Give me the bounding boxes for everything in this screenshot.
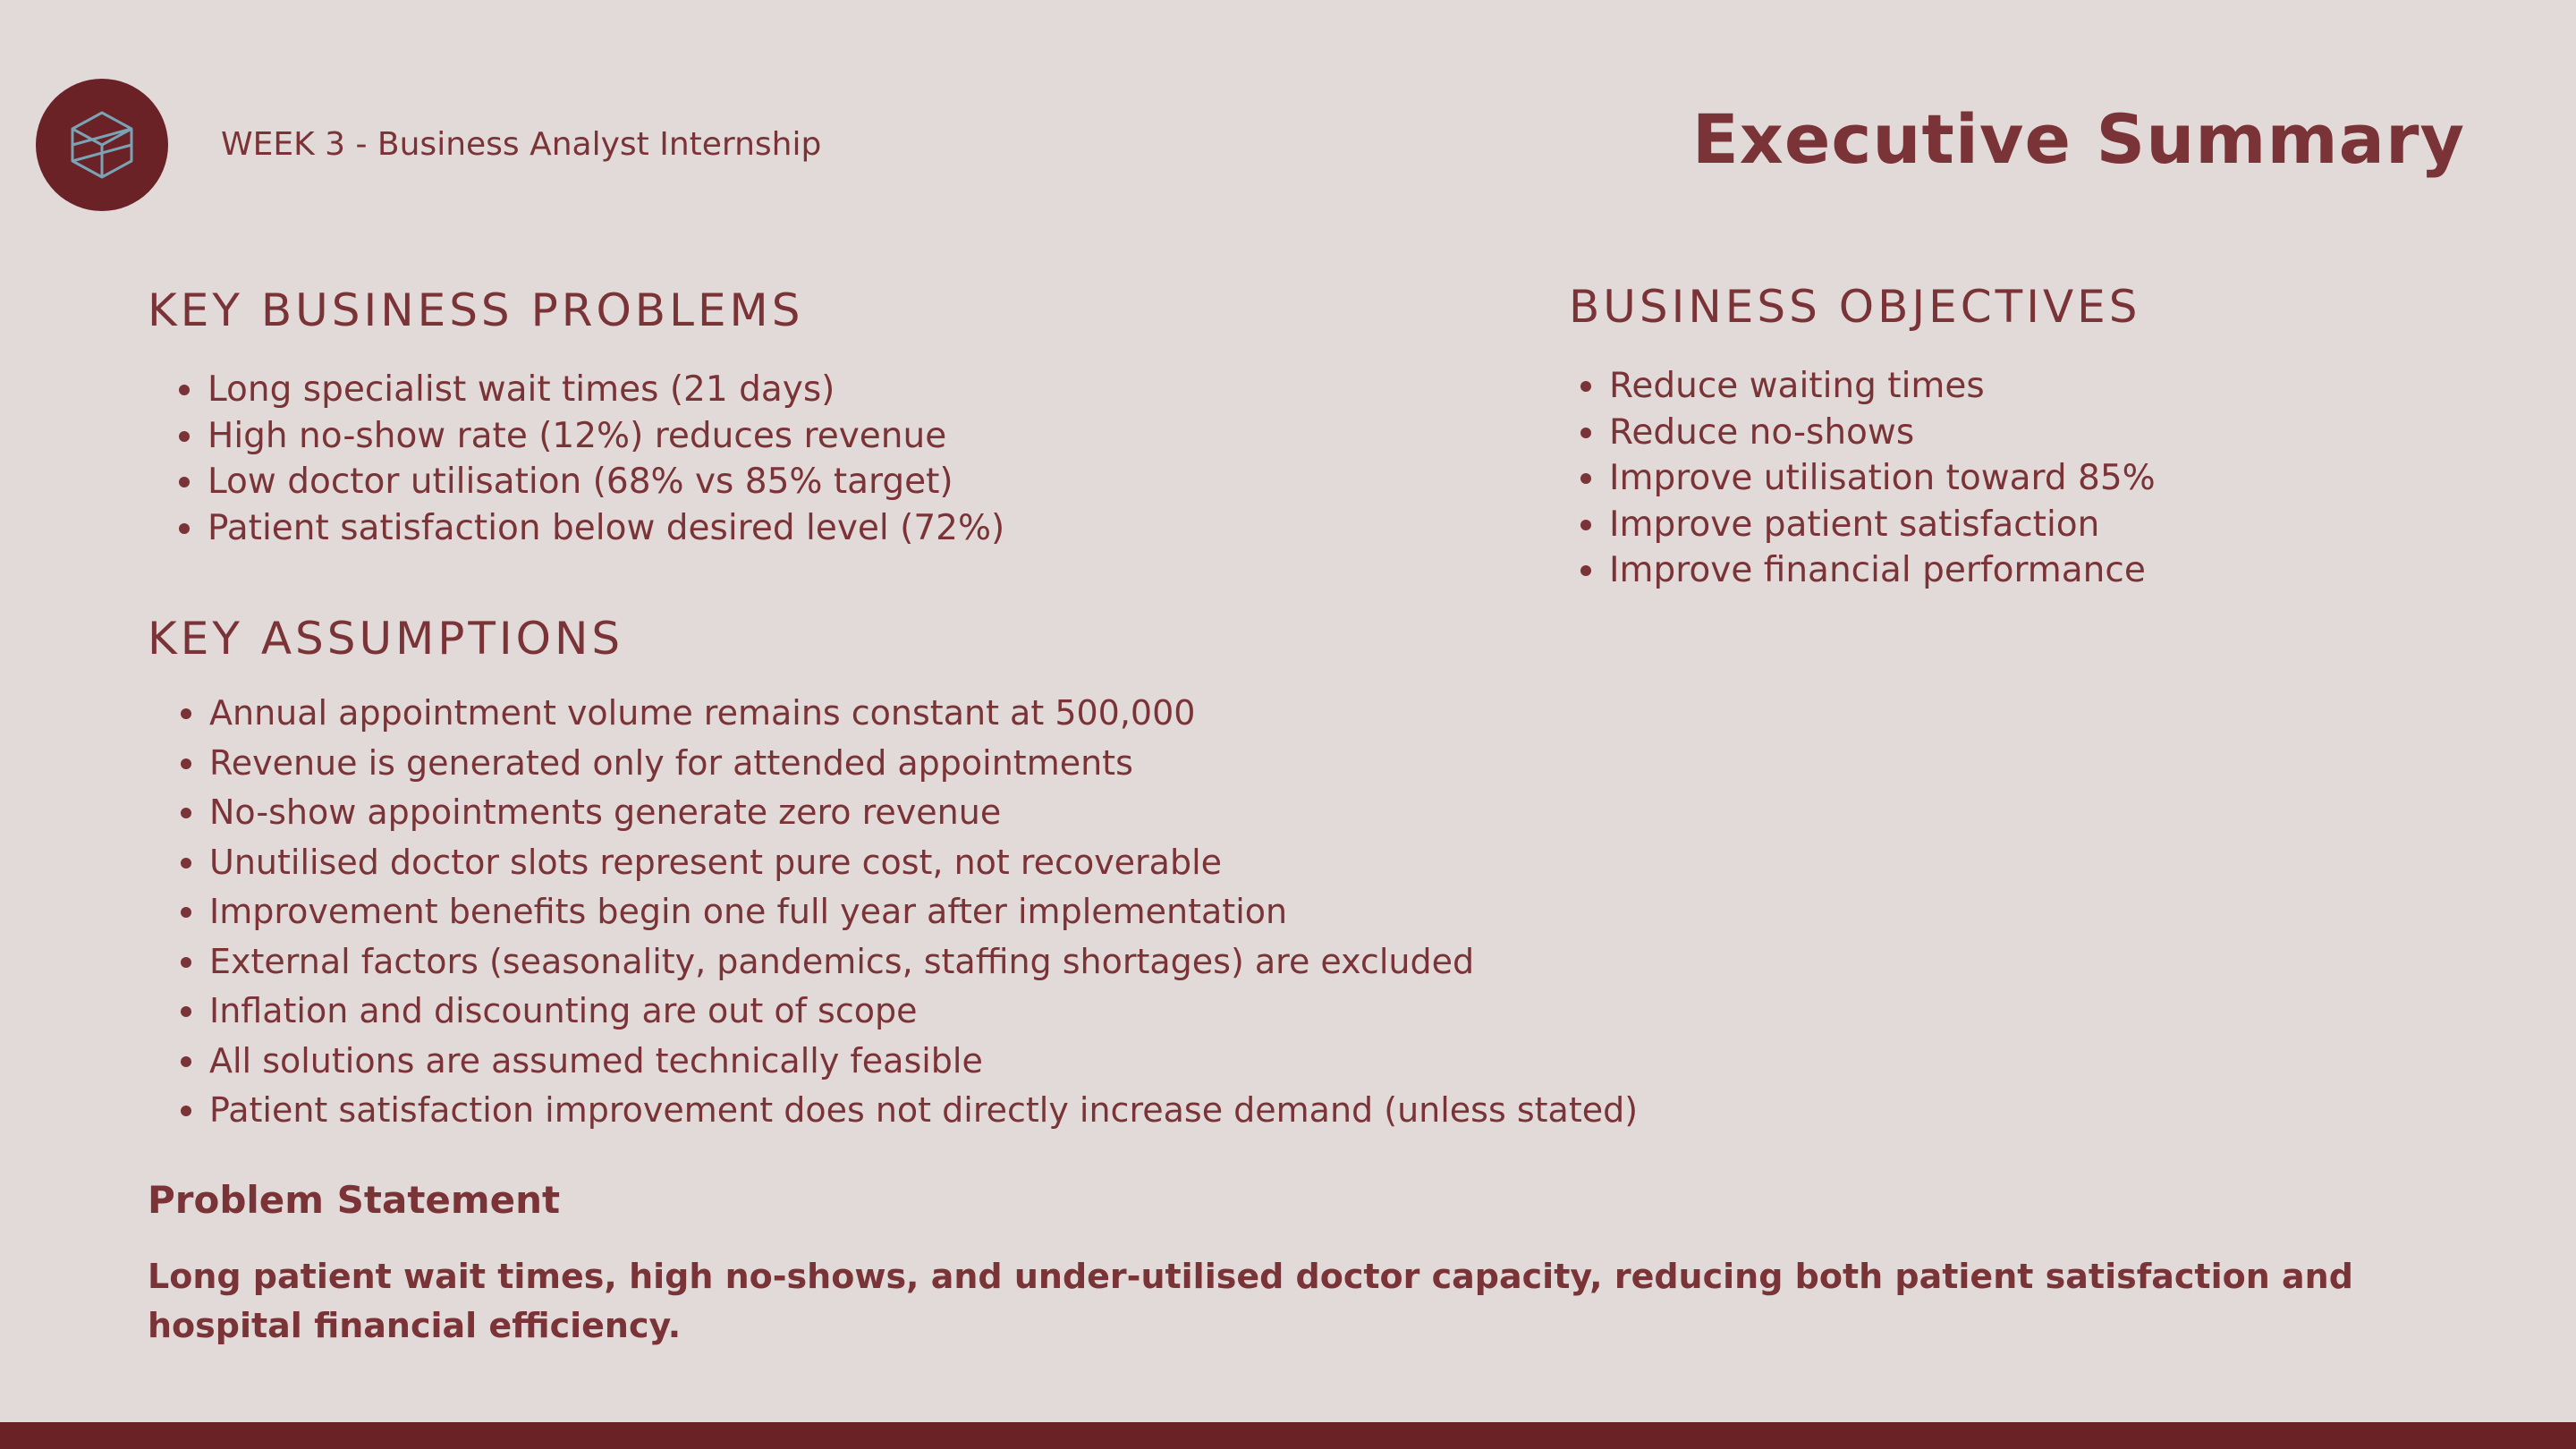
cube-icon	[69, 110, 135, 180]
problem-statement-text: Long patient wait times, high no-shows, and under-utilised doctor capacity, reducing both patient satisfaction and hospital financial efficiency.	[148, 1257, 2353, 1345]
footer-bar	[0, 1422, 2576, 1449]
logo	[36, 79, 168, 211]
header-subtitle: WEEK 3 - Business Analyst Internship	[221, 126, 822, 163]
list-item: Inflation and discounting are out of scope	[172, 987, 1638, 1037]
problem-statement-heading: Problem Statement	[148, 1178, 561, 1222]
list-item: Reduce waiting times	[1572, 363, 2156, 410]
objectives-heading: BUSINESS OBJECTIVES	[1569, 281, 2141, 333]
list-item: Long specialist wait times (21 days)	[170, 367, 1004, 413]
list-item: Improve patient satisfaction	[1572, 502, 2156, 548]
list-item: Improvement benefits begin one full year after implementation	[172, 887, 1638, 937]
list-item: Unutilised doctor slots represent pure cost, not recoverable	[172, 838, 1638, 888]
list-item: Patient satisfaction below desired level (72%)	[170, 505, 1004, 552]
problems-list	[170, 367, 1004, 551]
page-title: Executive Summary	[1691, 99, 2465, 179]
list-item: High no-show rate (12%) reduces revenue	[170, 413, 1004, 460]
list-item: Low doctor utilisation (68% vs 85% target)	[170, 459, 1004, 505]
assumptions-heading: KEY ASSUMPTIONS	[148, 613, 624, 665]
list-item: Annual appointment volume remains constant at 500,000	[172, 689, 1638, 739]
problems-heading: KEY BUSINESS PROBLEMS	[148, 284, 804, 336]
assumptions-list	[172, 689, 1638, 1136]
list-item: No-show appointments generate zero revenue	[172, 788, 1638, 838]
list-item: Improve utilisation toward 85%	[1572, 455, 2156, 502]
objectives-list	[1572, 363, 2156, 594]
list-item: External factors (seasonality, pandemics, staffing shortages) are excluded	[172, 937, 1638, 987]
list-item: Improve financial performance	[1572, 547, 2156, 594]
list-item: All solutions are assumed technically feasible	[172, 1037, 1638, 1087]
list-item: Patient satisfaction improvement does not directly increase demand (unless stated)	[172, 1086, 1638, 1136]
list-item: Revenue is generated only for attended appointments	[172, 739, 1638, 789]
list-item: Reduce no-shows	[1572, 410, 2156, 456]
